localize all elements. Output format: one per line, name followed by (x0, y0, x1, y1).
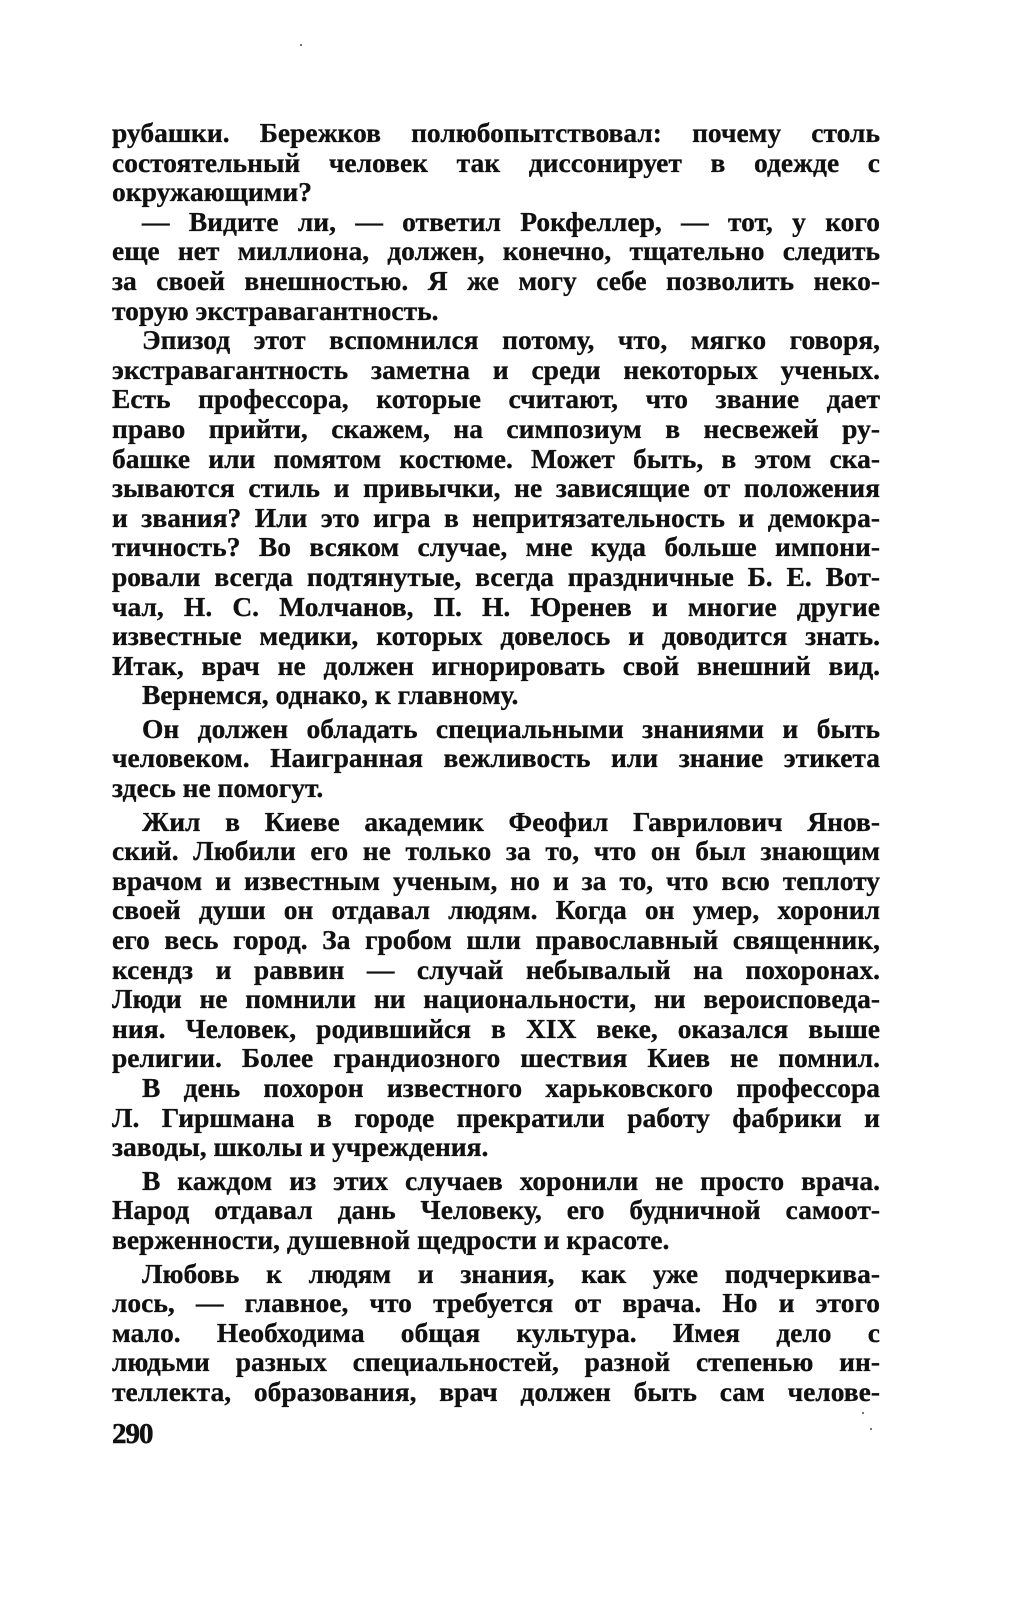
text-line: состоятельный человек так диссонирует в одежде с (112, 146, 880, 178)
text-line: Люди не помнили ни национальности, ни вероисповеда- (112, 983, 880, 1015)
text-line: еще нет миллиона, должен, конечно, тщательно следить (112, 235, 880, 267)
text-line: своей души он отдавал людям. Когда он умер, хоронил (112, 894, 880, 926)
scan-speck (870, 1428, 872, 1430)
text-line: ровали всегда подтянутые, всегда праздничные Б. Е. Вот- (112, 560, 880, 592)
text-line: торую экстравагантность. (112, 294, 439, 326)
scan-speck (300, 44, 302, 46)
body-text (112, 118, 880, 1407)
text-line: рубашки. Бережков полюбопытствовал: почему столь (112, 117, 880, 148)
text-line: здесь не помогут. (112, 772, 324, 804)
text-line: мало. Необходима общая культура. Имея дело с (112, 1316, 880, 1348)
text-line: ксендз и раввин — случай небывалый на похоронах. (112, 953, 880, 985)
text-line: В каждом из этих случаев хоронили не просто врача. (142, 1164, 880, 1196)
text-line: окружающими? (112, 176, 313, 208)
text-line: ский. Любили его не только за то, что он был знающим (112, 835, 880, 867)
page-number: 290 (112, 1418, 153, 1450)
text-line: ния. Человек, родившийся в XIX веке, оказался выше (112, 1012, 880, 1044)
text-line: Эпизод этот вспомнился потому, что, мягко говоря, (142, 324, 880, 356)
text-line: известные медики, которых довелось и доводится знать. (112, 620, 880, 652)
text-line: башке или помятом костюме. Может быть, в этом ска- (112, 442, 880, 474)
text-line: Жил в Киеве академик Феофил Гаврилович Янов- (142, 805, 880, 837)
scan-speck (862, 1412, 864, 1414)
text-line: Любовь к людям и знания, как уже подчеркива- (142, 1257, 880, 1289)
text-line: заводы, школы и учреждения. (112, 1131, 489, 1163)
text-line: теллекта, образования, врач должен быть сам челове- (112, 1375, 880, 1407)
text-line: Народ отдавал дань Человеку, его будничной самоот- (112, 1194, 880, 1226)
text-line: врачом и известным ученым, но и за то, что всю теплоту (112, 864, 880, 896)
text-line: религии. Более грандиозного шествия Киев не помнил. (112, 1042, 880, 1074)
text-line: тичность? Во всяком случае, мне куда больше импони- (112, 531, 880, 563)
text-line: экстравагантность заметна и среди некоторых ученых. (112, 353, 880, 385)
text-line: человеком. Наигранная вежливость или знание этикета (112, 742, 880, 774)
text-line: чал, Н. С. Молчанов, П. Н. Юренев и многие другие (112, 590, 880, 622)
text-line: Есть профессора, которые считают, что звание дает (112, 383, 880, 415)
text-line: верженности, душевной щедрости и красоте. (112, 1223, 670, 1255)
text-line: Л. Гиршмана в городе прекратили работу фабрики и (112, 1101, 880, 1133)
text-line: Он должен обладать специальными знаниями и быть (142, 712, 880, 744)
text-line: лось, — главное, что требуется от врача. Но и этого (112, 1287, 880, 1319)
text-line: — Видите ли, — ответил Рокфеллер, — тот, у кого (142, 205, 880, 237)
text-line: право прийти, скажем, на симпозиум в несвежей ру- (112, 412, 880, 444)
text-line: Итак, врач не должен игнорировать свой внешний вид. (112, 649, 880, 681)
text-line: и звания? Или это игра в непритязательность и демокра- (112, 501, 880, 533)
text-line: его весь город. За гробом шли православный священник, (112, 924, 880, 956)
text-line: людьми разных специальностей, разной степенью ин- (112, 1346, 880, 1378)
text-line: Вернемся, однако, к главному. (142, 679, 519, 711)
text-line: зываются стиль и привычки, не зависящие от положения (112, 472, 880, 504)
text-line: за своей внешностью. Я же могу себе позволить неко- (112, 264, 880, 296)
text-line: В день похорон известного харьковского профессора (142, 1072, 880, 1103)
